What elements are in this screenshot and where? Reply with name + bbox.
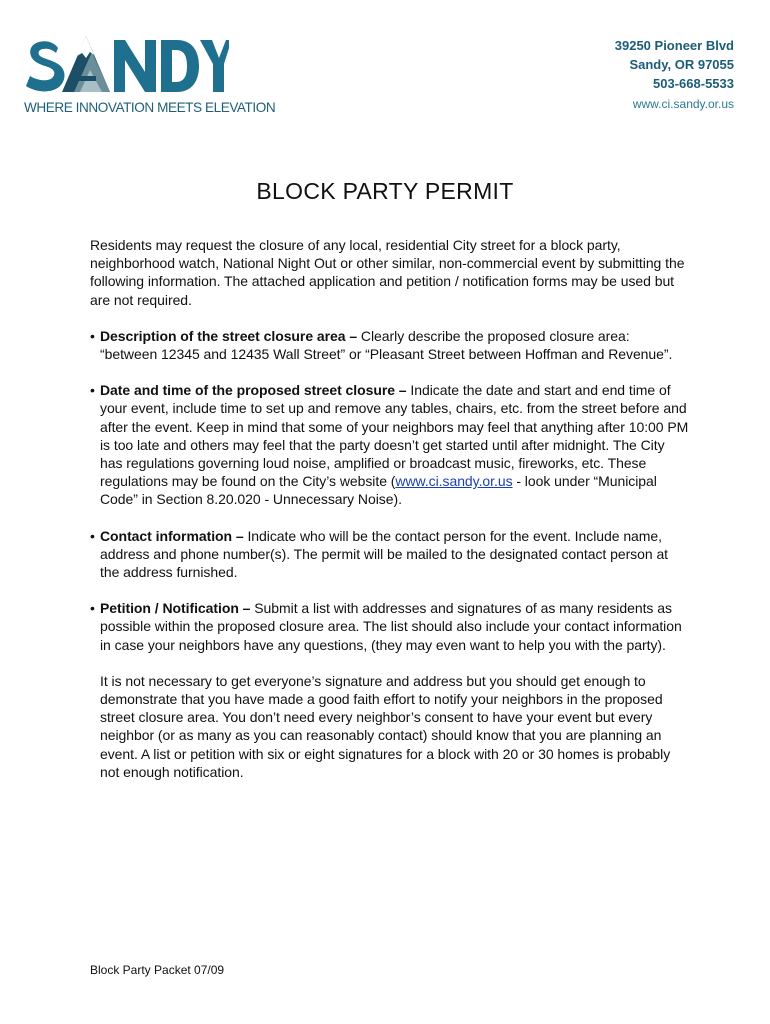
phone-number: 503-668-5533 [653,76,734,91]
letterhead [0,0,770,130]
page-footer: Block Party Packet 07/09 [90,963,225,977]
city-website-link[interactable]: www.ci.sandy.or.us [395,473,513,490]
bullet-street-closure-area [90,327,690,363]
bullet-text: Indicate the date and start and end time of your event, include time to set up and remove any tables, chairs, etc. from the street before and after the event. Keep in mind that some of your neighbors may feel that anything after 10:00 PM is too late and others may feel that the party doesn’t get started until after midnight. The City has regulations governing loud noise, amplified or broadcast music, fireworks, etc. These regulations may be found on the City’s website ( [100,382,689,490]
city-contact-block [615,36,734,114]
logo-letter-d [161,40,199,92]
logo-letter-y [200,40,229,92]
logo-letter-s [26,41,65,91]
bullet-contact-information [90,527,690,582]
bullet-dot: • [90,600,95,617]
sandy-logo [24,34,276,120]
logo-mountain-a [62,36,110,92]
address-line-1: 39250 Pioneer Blvd [614,38,734,53]
bullet-text: Indicate who will be the contact person for the event. Include name, address and phone number(s). The permit will be mailed to the designated contact person at the address furnished. [100,527,669,581]
address-line-2: Sandy, OR 97055 [629,57,734,72]
bullet-date-time [90,381,690,508]
document-title: BLOCK PARTY PERMIT [256,178,514,204]
bullet-heading: Description of the street closure area – [100,327,358,344]
logo-tagline: WHERE INNOVATION MEETS ELEVATION [24,100,276,115]
bullet-heading: Date and time of the proposed street closure – [100,382,407,399]
bullet-dot: • [90,327,95,344]
logo-letter-n [114,40,156,92]
bullet-petition-notification [90,599,690,654]
bullet-dot: • [90,527,95,544]
bullet-dot: • [90,382,95,399]
bullet-heading: Contact information – [100,527,244,544]
bullet-heading: Petition / Notification – [100,600,251,617]
logo-wordmark [24,34,229,98]
website-url[interactable]: www.ci.sandy.or.us [632,97,734,111]
intro-paragraph: Residents may request the closure of any local, residential City street for a block party, neighborhood watch, National Night Out or other similar, non-commercial event by submitting the following information. The attached application and petition / notification forms may be used but are not required. [90,237,685,308]
document-body [90,236,690,781]
signature-note-paragraph: It is not necessary to get everyone’s signature and address but you should get enough to demonstrate that you have made a good faith effort to notify your neighbors in the proposed street closure area. You don’t need every neighbor’s consent to have your event but every neighbor (or as many as you can reasonably contact) should know that you are planning an event. A list or petition with six or eight signatures for a block with 20 or 30 homes is probably not enough notification. [100,672,671,780]
bullet-text: Clearly describe the proposed closure area: “between 12345 and 12435 Wall Street” or “Pleasant Street between Hoffman and Revenue”. [100,327,673,363]
bullet-text-after-link: - look under “Municipal Code” in Section 8.20.020 - Unnecessary Noise). [100,473,657,508]
bullet-text: Submit a list with addresses and signatures of as many residents as possible within the proposed closure area. The list should also include your contact information in case your neighbors have any questions, (they may even want to help you with the party). [100,600,682,653]
